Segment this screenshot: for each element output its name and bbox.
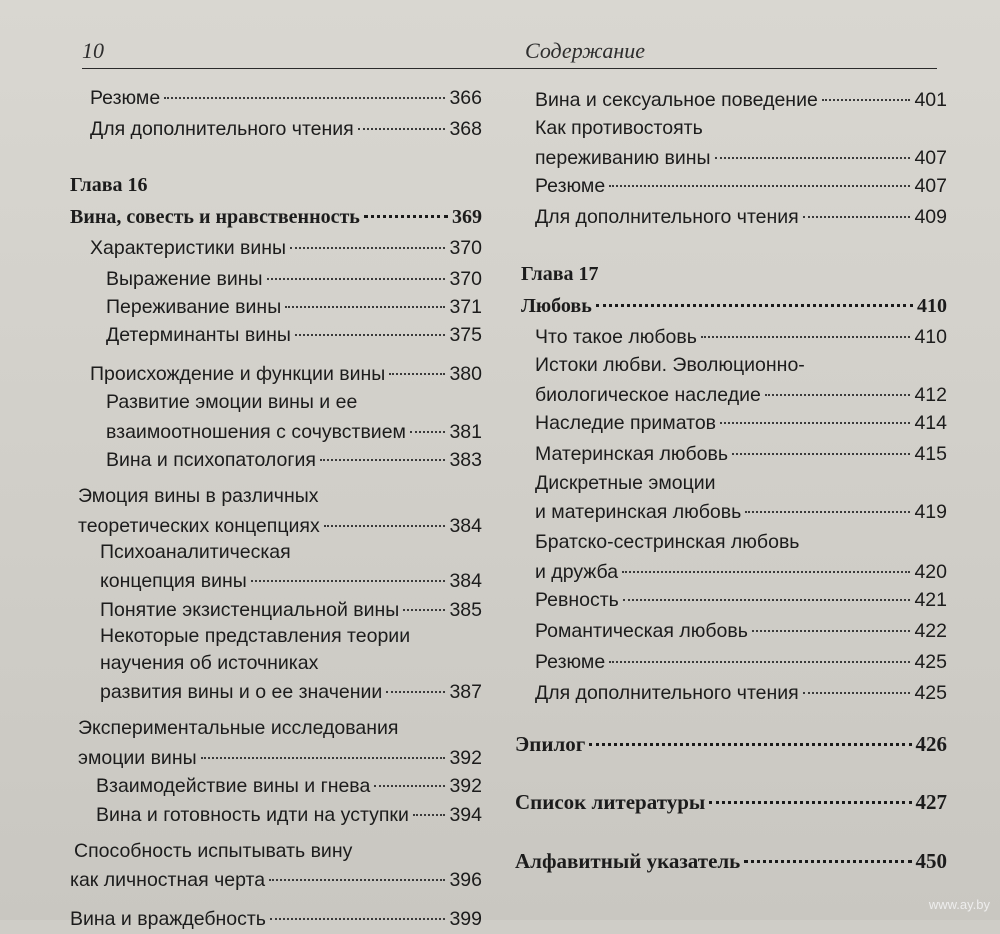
toc-entry: Романтическая любовь 422 (515, 616, 947, 647)
toc-entry: Материнская любовь 415 (515, 439, 947, 470)
toc-entry: Характеристики вины 370 (70, 233, 482, 264)
toc-subentry: взаимоотношения с сочувствием 381 (70, 416, 482, 445)
toc-subentry: Вина и готовность идти на уступки 394 (70, 799, 482, 828)
toc-right-column (515, 84, 947, 876)
toc-entry: Вина и сексуальное поведение 401 (515, 84, 947, 115)
toc-subentry: Понятие экзистенциальной вины 385 (70, 594, 482, 623)
toc-entry: как личностная черта 396 (70, 865, 482, 894)
toc-subentry-line: Развитие эмоции вины и ее (106, 391, 358, 413)
toc-subentry-line: Некоторые представления теории (100, 624, 411, 647)
toc-entry: переживанию вины 407 (515, 142, 947, 171)
page-number: 10 (82, 38, 104, 63)
toc-entry: Резюме 425 (515, 647, 947, 678)
running-title: Содержание (525, 38, 646, 63)
toc-entry-line: Способность испытывать вину (74, 839, 353, 862)
toc-entry-line: Как противостоять (535, 117, 703, 139)
toc-entry: Ревность 421 (515, 585, 947, 616)
toc-subentry: развития вины и о ее значении 387 (70, 677, 482, 706)
toc-entry-line: Эмоция вины в различных (78, 485, 319, 507)
toc-entry: Что такое любовь 410 (515, 321, 947, 352)
toc-entry: Вина и враждебность 399 (70, 903, 482, 934)
watermark: www.ay.by (928, 897, 990, 912)
toc-entry: Происхождение и функции вины 380 (70, 358, 482, 389)
toc-entry: биологическое наследие 412 (515, 379, 947, 408)
toc-entry: Для дополнительного чтения 368 (70, 113, 482, 144)
toc-entry-line: Дискретные эмоции (535, 471, 716, 494)
toc-entry: Для дополнительного чтения 425 (515, 678, 947, 709)
toc-subentry: концепция вины 384 (70, 566, 482, 595)
toc-subentry-line: Психоаналитическая (100, 540, 291, 563)
toc-entry: Резюме 366 (70, 82, 482, 113)
toc-left-column (70, 82, 482, 934)
toc-entry: Наследие приматов 414 (515, 408, 947, 439)
toc-entry: теоретических концепциях 384 (70, 510, 482, 539)
back-matter-entry: Алфавитный указатель 450 (515, 844, 947, 877)
running-header (82, 38, 937, 69)
toc-entry-line: Братско-сестринская любовь (535, 531, 800, 553)
chapter-label: Глава 16 (70, 174, 148, 196)
toc-entry: эмоции вины 392 (70, 742, 482, 771)
toc-subentry: Детерминанты вины 375 (70, 320, 482, 349)
toc-subentry-line: научения об источниках (100, 651, 319, 674)
back-matter-entry: Список литературы 427 (515, 785, 947, 818)
chapter-entry: Вина, совесть и нравственность 369 (70, 200, 482, 233)
chapter-label: Глава 17 (521, 262, 599, 285)
toc-subentry: Взаимодействие вины и гнева 392 (70, 771, 482, 800)
toc-subentry: Переживание вины 371 (70, 291, 482, 320)
chapter-entry: Любовь 410 (515, 289, 947, 322)
toc-entry-line: Экспериментальные исследования (78, 717, 399, 739)
toc-subentry: Вина и психопатология 383 (70, 445, 482, 474)
toc-entry: Резюме 407 (515, 171, 947, 202)
toc-entry: Для дополнительного чтения 409 (515, 202, 947, 233)
toc-subentry: Выражение вины 370 (70, 264, 482, 292)
back-matter-entry: Эпилог 426 (515, 727, 947, 760)
toc-entry-line: Истоки любви. Эволюционно- (535, 354, 805, 376)
toc-entry: и дружба 420 (515, 556, 947, 585)
toc-entry: и материнская любовь 419 (515, 497, 947, 526)
